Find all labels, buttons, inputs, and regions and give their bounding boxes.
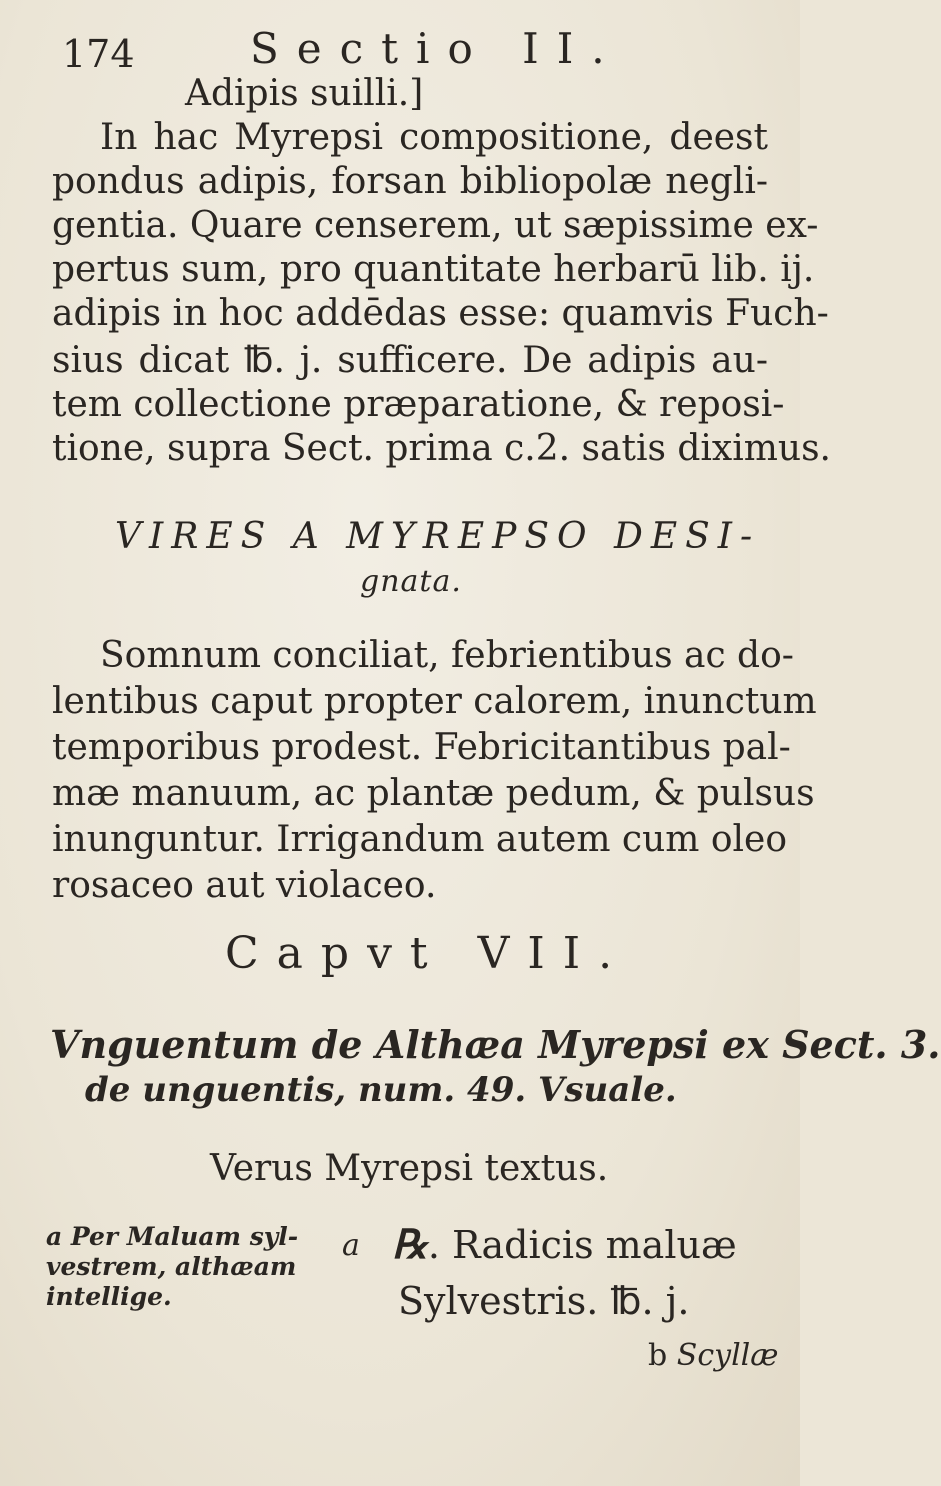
page-number: 174 xyxy=(62,32,135,76)
text-line: pertus sum, pro quantitate herbarū lib. ij. xyxy=(52,249,815,290)
recipe-text: . Radicis maluæ xyxy=(427,1223,737,1267)
recipe-symbol-icon: ℞ xyxy=(392,1221,428,1268)
running-head: Sectio II. xyxy=(250,24,623,73)
recipe-title: Vnguentum de Althæa Myrepsi ex Sect. 3. xyxy=(50,1022,941,1067)
text-line: lentibus caput propter calorem, inunctum xyxy=(52,681,817,722)
text-line: In hac Myrepsi compositione, deest xyxy=(100,117,768,158)
section-heading: VIRES A MYREPSO DESI- xyxy=(115,516,761,557)
text-line: tione, supra Sect. prima c.2. satis diximus. xyxy=(52,428,831,469)
catchword-word: Scyllæ xyxy=(676,1338,779,1373)
margin-note: a Per Maluam syl- xyxy=(46,1222,299,1251)
text-line: sius dicat ℔. j. sufficere. De adipis au- xyxy=(52,340,768,381)
recipe-line xyxy=(392,1222,737,1268)
text-line: tem collectione præparatione, & reposi- xyxy=(52,384,785,425)
recipe-title-continuation: de unguentis, num. 49. Vsuale. xyxy=(85,1070,677,1110)
text-line: inunguntur. Irrigandum autem cum oleo xyxy=(52,819,788,860)
text-line: rosaceo aut violaceo. xyxy=(52,865,437,906)
chapter-heading: Capvt VII. xyxy=(225,928,631,979)
text-line: adipis in hoc addēdas esse: quamvis Fuch- xyxy=(52,293,829,334)
section-heading-continuation: gnata. xyxy=(360,564,462,599)
recipe-line: Sylvestris. ℔. j. xyxy=(398,1279,690,1323)
catchword xyxy=(648,1338,778,1373)
text-line: Somnum conciliat, febrientibus ac do- xyxy=(100,635,794,676)
note-marker: a xyxy=(342,1228,360,1263)
margin-note: intellige. xyxy=(46,1282,172,1311)
text-line: pondus adipis, forsan bibliopolæ negli- xyxy=(52,161,768,202)
catchword-letter: b xyxy=(648,1338,668,1373)
subheading: Verus Myrepsi textus. xyxy=(210,1148,609,1189)
margin-note: vestrem, althæam xyxy=(46,1252,297,1281)
text-line: Adipis suilli.] xyxy=(185,73,424,114)
text-line: gentia. Quare censerem, ut sæpissime ex- xyxy=(52,205,819,246)
text-line: temporibus prodest. Febricitantibus pal- xyxy=(52,727,791,768)
text-line: mæ manuum, ac plantæ pedum, & pulsus xyxy=(52,773,815,814)
